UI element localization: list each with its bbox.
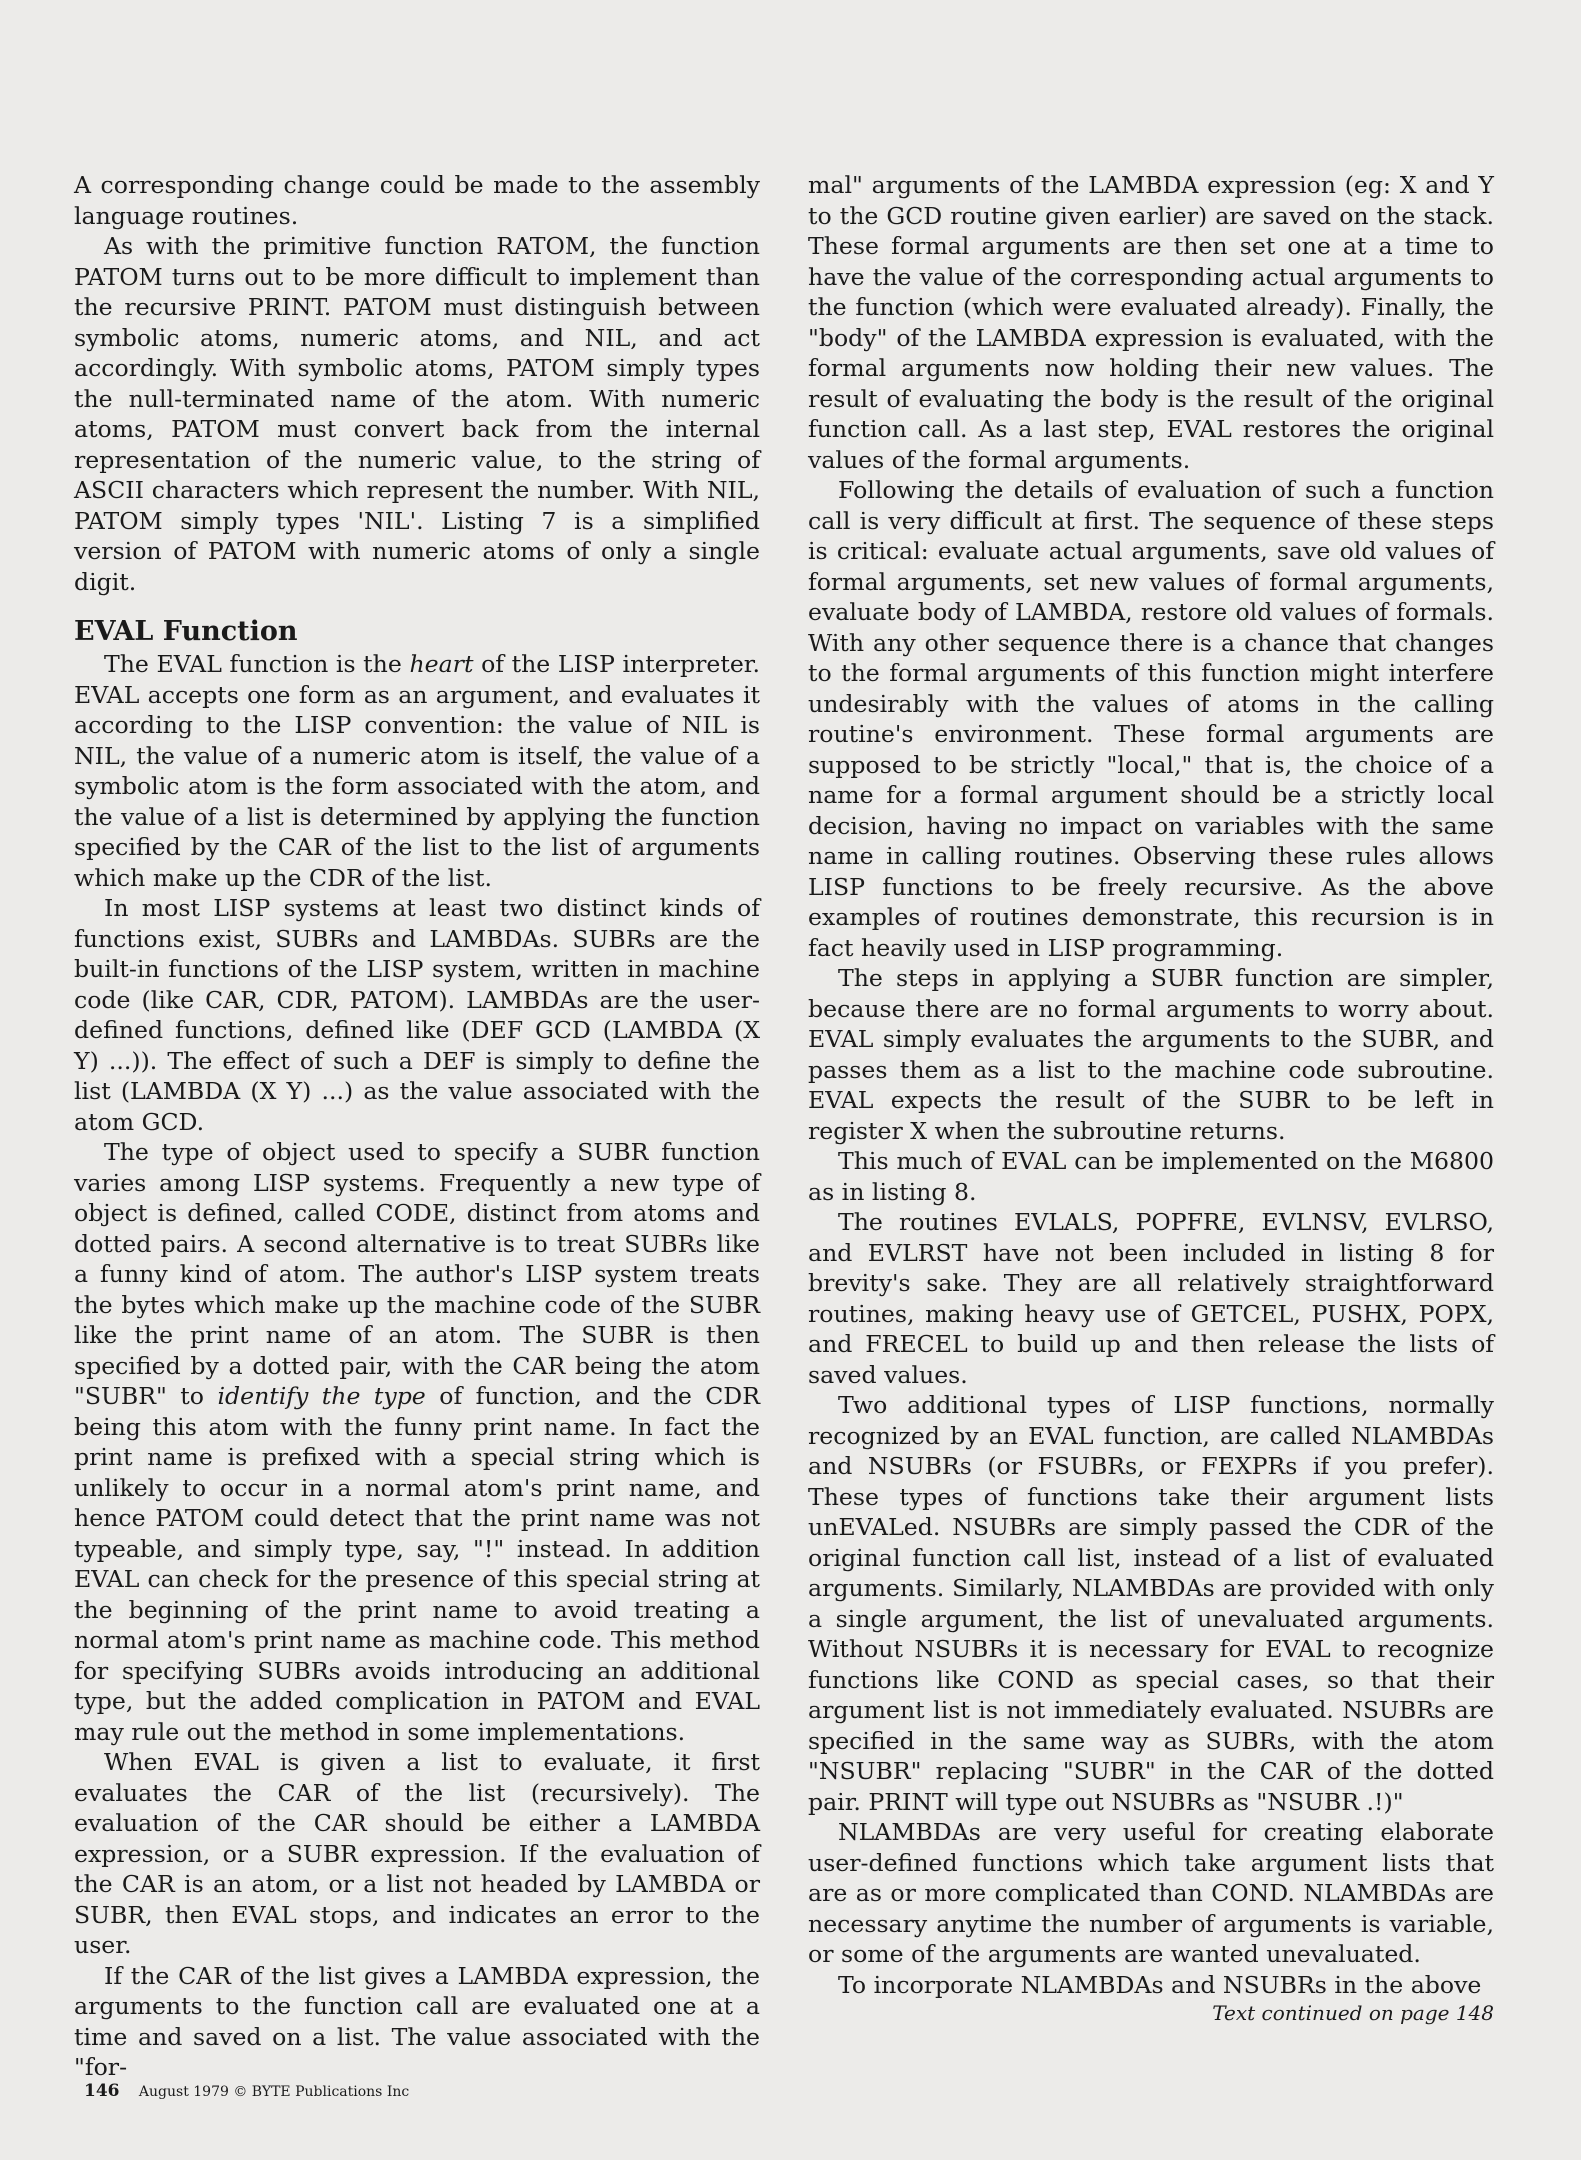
- paragraph: The steps in applying a SUBR function are simpler, because there are no formal arguments to worry about. EVAL simply evaluates the arguments to the SUBR, and passes them as a list to the machine code subroutine. EVAL expects the result of the SUBR to be left in register X when the subroutine returns.: [808, 964, 1494, 1145]
- emphasis: heart: [409, 650, 474, 678]
- paragraph: In most LISP systems at least two distinct kinds of functions exist, SUBRs and LAMBDAs. SUBRs are the built-in functions of the LISP system, written in machine code (like CAR, CDR, PATOM). LAMBDAs are the user-defined functions, defined like (DEF GCD (LAMBDA (X Y) ...)). The effect of such a DEF is simply to define the list (LAMBDA (X Y) ...) as the value associated with the atom GCD.: [74, 894, 760, 1136]
- paragraph: As with the primitive function RATOM, the function PATOM turns out to be more difficult to implement than the recursive PRINT. PATOM must distinguish between symbolic atoms, numeric atoms, and NIL, and act accordingly. With symbolic atoms, PATOM simply types the null-terminated name of the atom. With numeric atoms, PATOM must convert back from the internal representation of the numeric value, to the string of ASCII characters which represent the number. With NIL, PATOM simply types 'NIL'. Listing 7 is a simplified version of PATOM with numeric atoms of only a single digit.: [74, 232, 760, 596]
- paragraph: Two additional types of LISP functions, normally recognized by an EVAL function, are called NLAMBDAs and NSUBRs (or FSUBRs, or FEXPRs if you prefer). These types of functions take their argument lists unEVALed. NSUBRs are simply passed the CDR of the original function call list, instead of a list of evaluated arguments. Similarly, NLAMBDAs are provided with only a single argument, the list of unevaluated arguments. Without NSUBRs it is necessary for EVAL to recognize functions like COND as special cases, so that their argument list is not immediately evaluated. NSUBRs are specified in the same way as SUBRs, with the atom "NSUBR" replacing "SUBR" in the CAR of the dotted pair. PRINT will type out NSUBRs as "NSUBR .!)": [808, 1391, 1494, 1816]
- paragraph: Following the details of evaluation of such a function call is very difficult at first. The sequence of these steps is critical: evaluate actual arguments, save old values of formal arguments, set new values of formal arguments, evaluate body of LAMBDA, restore old values of formals. With any other sequence there is a chance that changes to the formal arguments of this function might interfere undesirably with the values of atoms in the calling routine's environment. These formal arguments are supposed to be strictly "local," that is, the choice of a name for a formal argument should be a strictly local decision, having no impact on variables with the same name in calling routines. Observing these rules allows LISP functions to be freely recursive. As the above examples of routines demonstrate, this recursion is in fact heavily used in LISP programming.: [808, 476, 1494, 962]
- right-column: [808, 170, 1494, 2026]
- paragraph: To incorporate NLAMBDAs and NSUBRs in the above: [838, 1970, 1482, 1999]
- section-heading: EVAL Function: [74, 616, 298, 647]
- text-run: of function, and the CDR being this atom with the funny print name. In fact the print name is prefixed with a special string which is unlikely to occur in a normal atom's print name, and hence PATOM could detect that the print name was not typeable, and simply type, say, "!" instead. In addition EVAL can check for the presence of this special string at the beginning of the print name to avoid treating a normal atom's print name as machine code. This method for specifying SUBRs avoids introducing an additional type, but the added complication in PATOM and EVAL may rule out the method in some implementations.: [74, 1382, 760, 1746]
- left-column: [74, 170, 760, 2083]
- paragraph: This much of EVAL can be implemented on the M6800 as in listing 8.: [808, 1147, 1494, 1206]
- paragraph: [74, 649, 760, 893]
- publication-line: August 1979 © BYTE Publications Inc: [138, 2084, 410, 2100]
- continued-note: Text continued on page 148: [1212, 2001, 1494, 2025]
- paragraph: A corresponding change could be made to the assembly language routines.: [74, 171, 760, 230]
- emphasis: identify the type: [217, 1382, 426, 1410]
- paragraph: [74, 1137, 760, 1747]
- text-run: of the LISP interpreter. EVAL accepts one form as an argument, and evaluates it according to the LISP convention: the value of NIL is NIL, the value of a numeric atom is itself, the value of a symbolic atom is the form associated with the atom, and the value of a list is determined by applying the function specified by the CAR of the list to the list of arguments which make up the CDR of the list.: [74, 650, 760, 892]
- paragraph: The routines EVLALS, POPFRE, EVLNSV, EVLRSO, and EVLRST have not been included in listing 8 for brevity's sake. They are all relatively straightforward routines, making heavy use of GETCEL, PUSHX, POPX, and FRECEL to build up and then release the lists of saved values.: [808, 1208, 1494, 1389]
- page-number: 146: [84, 2081, 120, 2101]
- text-run: The EVAL function is the: [104, 650, 410, 678]
- text-run: The type of object used to specify a SUBR function varies among LISP systems. Frequently a new type of object is defined, called CODE, distinct from atoms and dotted pairs. A second alternative is to treat SUBRs like a funny kind of atom. The author's LISP system treats the bytes which make up the machine code of the SUBR like the print name of an atom. The SUBR is then specified by a dotted pair, with the CAR being the atom "SUBR" to: [74, 1138, 760, 1410]
- paragraph: NLAMBDAs are very useful for creating elaborate user-defined functions which take argument lists that are as or more complicated than COND. NLAMBDAs are necessary anytime the number of arguments is variable, or some of the arguments are wanted unevaluated.: [808, 1818, 1494, 1968]
- paragraph: When EVAL is given a list to evaluate, it first evaluates the CAR of the list (recursively). The evaluation of the CAR should be either a LAMBDA expression, or a SUBR expression. If the evaluation of the CAR is an atom, or a list not headed by LAMBDA or SUBR, then EVAL stops, and indicates an error to the user.: [74, 1748, 760, 1959]
- paragraph: If the CAR of the list gives a LAMBDA expression, the arguments to the function call are evaluated one at a time and saved on a list. The value associated with the "for-: [74, 1961, 760, 2081]
- page-footer: [84, 2080, 409, 2103]
- paragraph: mal" arguments of the LAMBDA expression (eg: X and Y to the GCD routine given earlier) are saved on the stack. These formal arguments are then set one at a time to have the value of the corresponding actual arguments to the function (which were evaluated already). Finally, the "body" of the LAMBDA expression is evaluated, with the formal arguments now holding their new values. The result of evaluating the body is the result of the original function call. As a last step, EVAL restores the original values of the formal arguments.: [808, 171, 1494, 474]
